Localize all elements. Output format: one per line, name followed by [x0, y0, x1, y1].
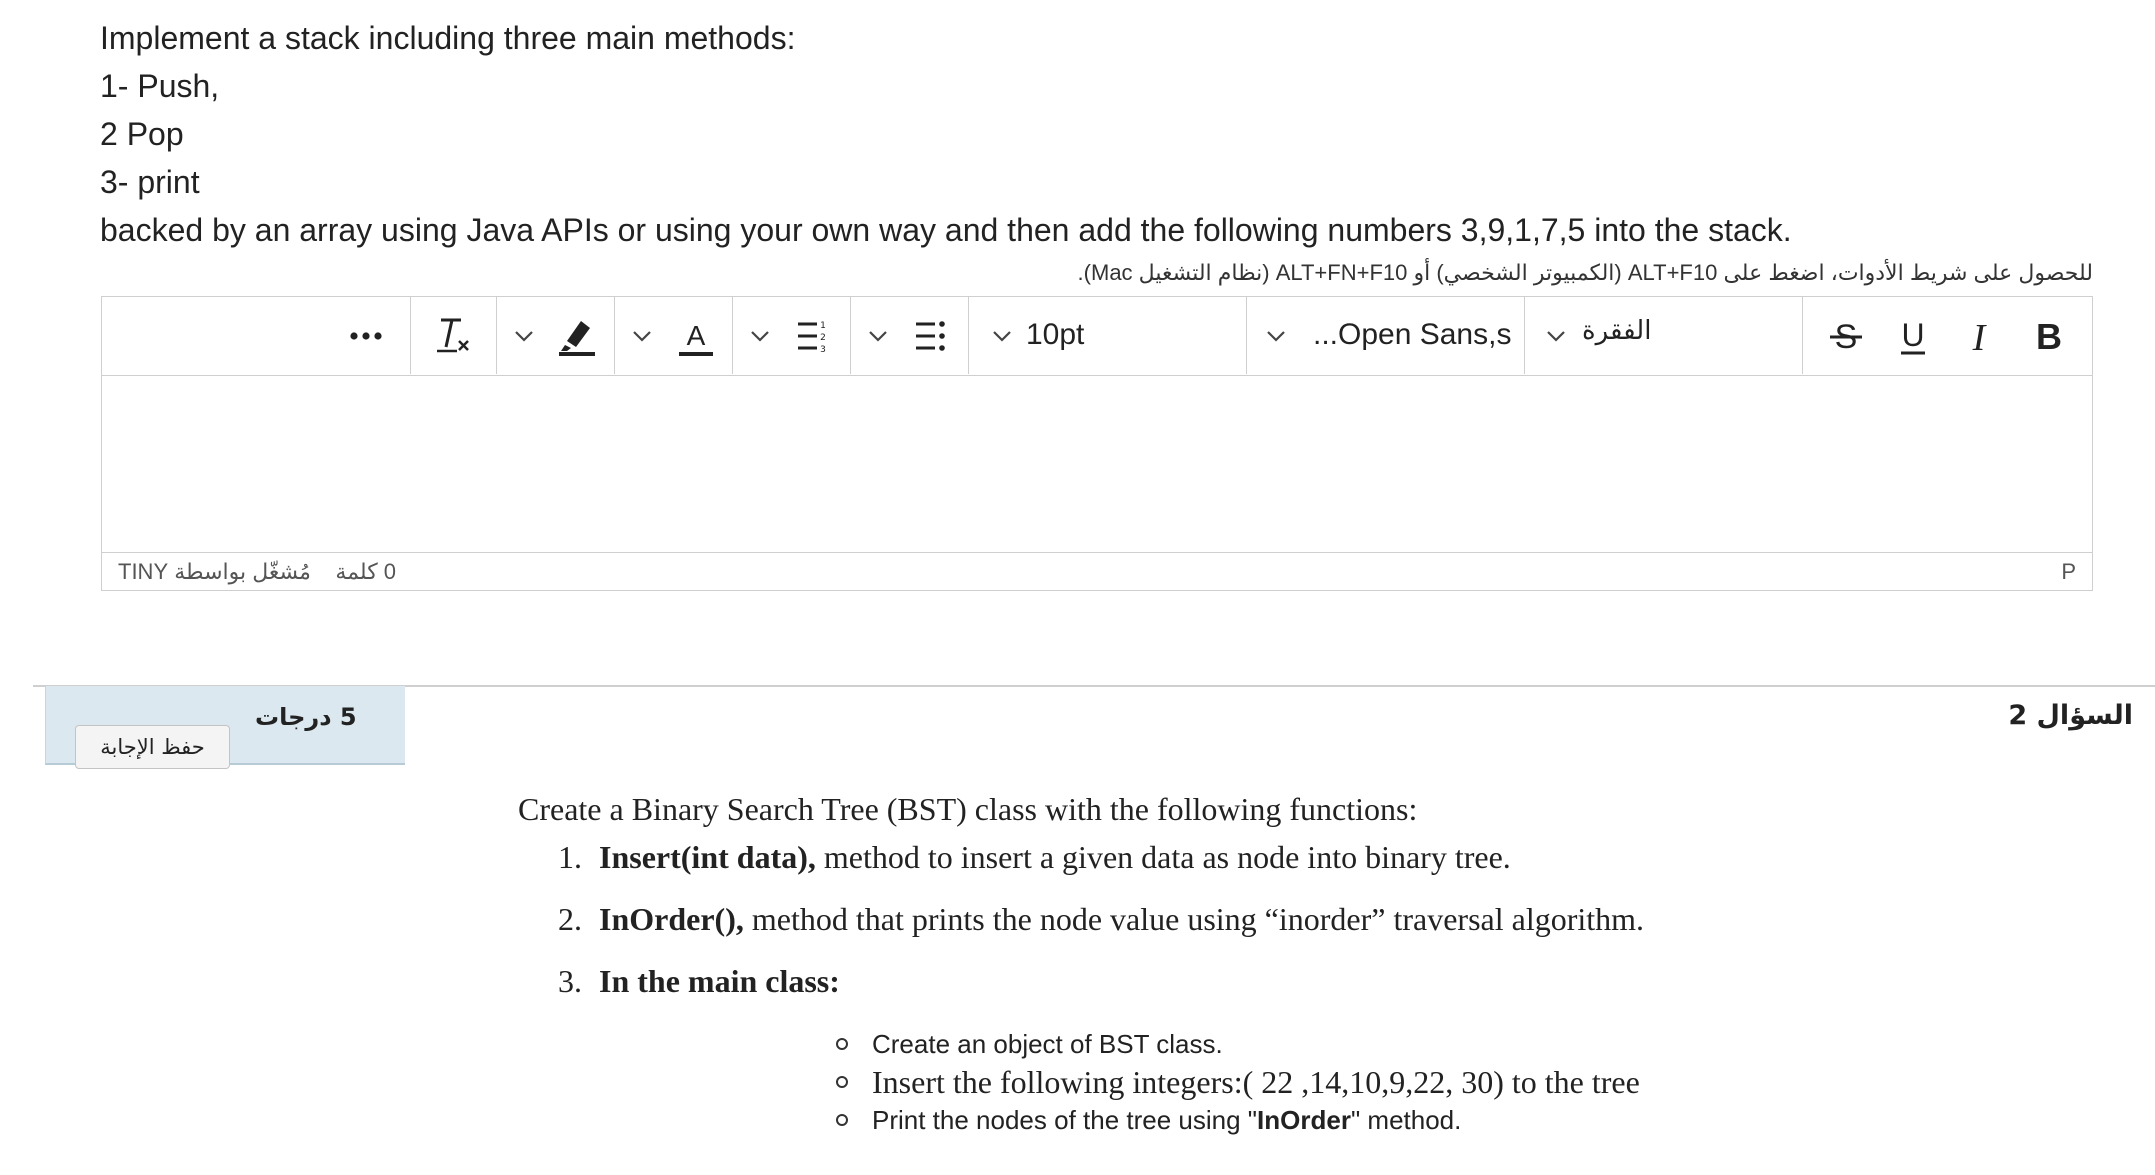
editor-content-area[interactable] [102, 376, 2092, 551]
rich-text-editor [101, 296, 2093, 591]
toolbar-group-numbered-list [733, 297, 851, 374]
list-item [518, 898, 1644, 940]
svg-text:B: B [2036, 316, 2062, 356]
toolbar-group-text-styles [1803, 297, 2092, 374]
circle-bullet-icon [836, 1114, 848, 1126]
list-item [518, 836, 1644, 878]
chevron-down-icon [1547, 331, 1565, 342]
q1-line: 3- print [100, 164, 200, 200]
chevron-down-icon[interactable] [751, 331, 769, 342]
save-answer-button[interactable]: حفظ الإجابة [75, 725, 230, 769]
svg-text:3: 3 [820, 345, 826, 353]
item-number: 2. [558, 901, 582, 937]
q1-line: 1- Push, [100, 68, 220, 104]
highlight-color-icon[interactable] [557, 315, 597, 357]
q1-line: backed by an array using Java APIs or using your own way and then add the following numbers 3,9,1,7,5 into the stack. [100, 212, 1792, 248]
font-family-select[interactable] [1247, 297, 1525, 374]
bold-icon[interactable] [2033, 316, 2065, 356]
item-text: method that prints the node value using “inorder” traversal algorithm. [743, 901, 1645, 937]
svg-text:U: U [1901, 317, 1925, 353]
chevron-down-icon[interactable] [869, 331, 887, 342]
question-points: 5 درجات [255, 703, 357, 731]
toolbar-group-more [102, 297, 411, 374]
svg-text:S: S [1834, 318, 1858, 356]
statusbar-info [118, 559, 396, 585]
editor-statusbar [102, 552, 2092, 590]
font-size-select[interactable] [969, 297, 1247, 374]
svg-text:1: 1 [820, 321, 826, 331]
chevron-down-icon[interactable] [515, 331, 533, 342]
item-bold: In the main class: [599, 963, 840, 999]
word-count: 0 كلمة [335, 559, 397, 584]
q1-line: 2 Pop [100, 116, 184, 152]
bullet-list-icon[interactable] [915, 319, 947, 353]
item-text: method to insert a given data as node into binary tree. [815, 839, 1511, 875]
q1-line: Implement a stack including three main methods: [100, 20, 796, 56]
item-number: 3. [558, 963, 582, 999]
svg-text:I: I [1972, 317, 1986, 356]
sub-item-text: Insert the following integers:( 22 ,14,10,9,22, 30) to the tree [872, 1064, 1640, 1100]
sub-list-item [836, 1101, 1640, 1139]
numbered-list-icon[interactable] [797, 319, 829, 353]
toolbar-hint: للحصول على شريط الأدوات، اضغط على ALT+F10 (الكمبيوتر الشخصي) أو ALT+FN+F10 (نظام التشغيل Mac). [1077, 260, 2093, 285]
item-bold: Insert(int data), [599, 839, 816, 875]
svg-text:2: 2 [820, 333, 826, 343]
sub-item-text: Create an object of BST class. [872, 1029, 1223, 1059]
question-2-body [518, 788, 1644, 1002]
list-item [518, 960, 1644, 1002]
question-label: السؤال 2 [2008, 700, 2133, 731]
circle-bullet-icon [836, 1076, 848, 1088]
editor-toolbar [102, 297, 2092, 376]
sub-list-item [836, 1025, 1640, 1063]
clear-formatting-icon[interactable] [435, 317, 471, 355]
font-family-value: Open Sans,s... [1313, 318, 1512, 351]
q2-sub-list [836, 1025, 1640, 1139]
sub-item-text-bold: InOrder [1257, 1105, 1351, 1135]
item-number: 1. [558, 839, 582, 875]
chevron-down-icon [993, 331, 1011, 342]
underline-icon[interactable] [1898, 316, 1928, 356]
paragraph-format-select[interactable] [1525, 297, 1803, 374]
toolbar-group-text-color [615, 297, 733, 374]
toolbar-group-bullet-list [851, 297, 969, 374]
toolbar-group-clear [411, 297, 497, 374]
paragraph-format-value: الفقرة [1582, 316, 1652, 346]
italic-icon[interactable] [1966, 316, 1992, 356]
chevron-down-icon[interactable] [633, 331, 651, 342]
powered-by-link[interactable]: مُشغّل بواسطة TINY [118, 559, 311, 584]
toolbar-group-highlight [497, 297, 615, 374]
q2-intro: Create a Binary Search Tree (BST) class with the following functions: [518, 791, 1418, 827]
svg-text:A: A [686, 320, 706, 351]
item-bold: InOrder(), [599, 901, 744, 937]
strikethrough-icon[interactable] [1829, 316, 1863, 356]
sub-item-text-pre: Print the nodes of the tree using " [872, 1105, 1258, 1135]
font-size-value: 10pt [1026, 318, 1085, 351]
sub-list-item [836, 1063, 1640, 1101]
more-icon[interactable] [349, 319, 383, 353]
circle-bullet-icon [836, 1038, 848, 1050]
question-1-text [100, 14, 1792, 254]
sub-item-text-post: " method. [1350, 1105, 1462, 1135]
element-path[interactable]: P [2061, 559, 2076, 584]
text-color-icon[interactable] [677, 315, 715, 357]
q2-list [518, 836, 1644, 1002]
chevron-down-icon [1267, 331, 1285, 342]
